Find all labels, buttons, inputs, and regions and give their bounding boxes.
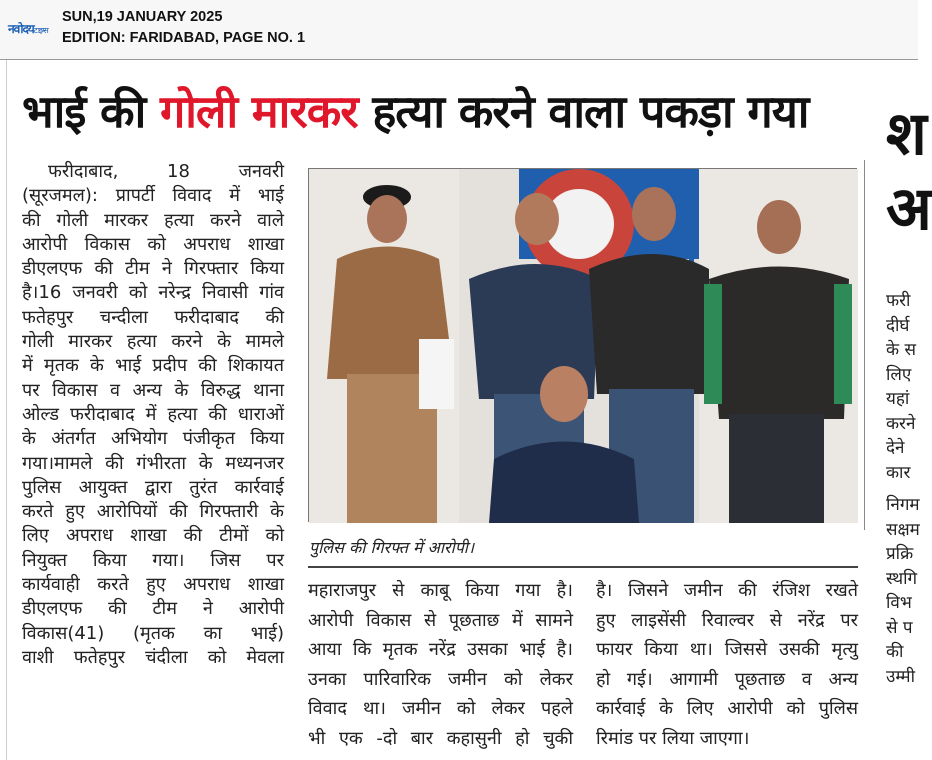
- article-line: करते हुए आरोपियों की गिरफ्तारी के: [22, 501, 284, 523]
- article-line: पुलिस आयुक्त द्वारा तुरंत कार्रवाई: [22, 476, 284, 498]
- adjacent-article-line: देने: [886, 438, 905, 458]
- article-line: फायर किया था। जिससे उसकी मृत्यु: [596, 639, 858, 660]
- article-line: आरोपी विकास को अपराध शाखा: [22, 233, 284, 255]
- article-line: महाराजपुर से काबू किया गया है।: [308, 580, 573, 601]
- article-line: आया कि मृतक नरेंद्र उसका भाई है।: [308, 639, 573, 660]
- edition-header: [0, 0, 918, 60]
- article-line: रिमांड पर लिया जाएगा।: [596, 727, 750, 749]
- article-line: आरोपी विकास से पूछताछ में सामने: [308, 609, 573, 631]
- article-line: गया।मामले की गंभीरता के मध्यनजर: [22, 452, 284, 474]
- adjacent-article-line: से प: [886, 617, 913, 638]
- adjacent-article-line: कार: [886, 462, 911, 483]
- article-line: पर विकास व अन्य के विरुद्ध थाना: [22, 379, 284, 401]
- newspaper-logo: नवोदयटाइम्स: [8, 22, 48, 36]
- adjacent-article-line: की: [886, 642, 904, 662]
- article-line: है। जिसने जमीन की रंजिश रखते: [596, 580, 858, 601]
- page-edge: [6, 60, 7, 760]
- article-column-1: [22, 160, 284, 670]
- adjacent-article-line: विभ: [886, 593, 912, 613]
- article-line: डीएलएफ की टीम ने आरोपी: [22, 598, 284, 620]
- adjacent-article-line: यहां: [886, 389, 910, 409]
- article-line: डीएलएफ की टीम ने गिरफ्तार किया: [22, 258, 284, 280]
- adjacent-article-line: उम्मी: [886, 666, 915, 687]
- article-line: लिए अपराध शाखा की टीमों को: [22, 525, 284, 547]
- article-headline: भाई की गोली मारकर हत्या करने वाला पकड़ा गया: [22, 85, 809, 138]
- article-line: फरीदाबाद, 18 जनवरी: [48, 161, 284, 182]
- adjacent-article-line: लिए: [886, 364, 912, 385]
- article-column-3: [596, 576, 858, 753]
- article-photo: [308, 168, 857, 522]
- article-line: गोली मारकर हत्या करने के मामले: [22, 331, 284, 353]
- edition-info: EDITION: FARIDABAD, PAGE NO. 1: [62, 30, 306, 46]
- photo-caption: पुलिस की गिरफ्त में आरोपी।: [309, 538, 475, 557]
- article-line: उनका पारिवारिक जमीन को लेकर: [308, 668, 573, 690]
- article-line: है।16 जनवरी को नरेन्द्र निवासी गांव: [22, 282, 284, 304]
- article-line: भी एक -दो बार कहासुनी हो चुकी: [308, 727, 573, 749]
- adjacent-article-line: स्थगि: [886, 568, 918, 589]
- article-line: में मृतक के भाई प्रदीप की शिकायत: [22, 355, 284, 377]
- article-line: (सूरजमल): प्रापर्टी विवाद में भाई: [22, 185, 284, 207]
- article-line: नियुक्त किया गया। जिस पर: [22, 549, 284, 571]
- adjacent-article: [876, 60, 932, 760]
- adjacent-article-line: के स: [886, 340, 916, 360]
- caption-divider: [308, 566, 858, 568]
- adjacent-article-line: निगम: [886, 495, 920, 515]
- article-line: की गोली मारकर हत्या करने वाले: [22, 209, 284, 231]
- article-line: विवाद था। जमीन को लेकर पहले: [308, 698, 573, 719]
- article-line: ओल्ड फरीदाबाद में हत्या की धाराओं: [22, 403, 284, 425]
- adjacent-article-line: करने: [886, 413, 916, 434]
- article-line: वाशी फतेहपुर चंदीला को मेवला: [22, 646, 284, 668]
- adjacent-article-line: फरी: [886, 291, 911, 311]
- adjacent-article-line: दीर्घ: [886, 315, 910, 336]
- article-line: हो गई। आगामी पूछताछ व अन्य: [596, 668, 858, 690]
- article-line: फतेहपुर चन्दीला फरीदाबाद की: [22, 306, 284, 328]
- adjacent-headline-1: श: [886, 99, 927, 169]
- article-line: हुए लाइसेंसी रिवाल्वर से नरेंद्र पर: [596, 609, 858, 631]
- article-line: के अंतर्गत अभियोग पंजीकृत किया: [22, 428, 284, 450]
- column-divider: [864, 160, 865, 530]
- adjacent-article-line: प्रक्रि: [886, 544, 914, 564]
- article-line: विकास(41) (मृतक का भाई): [22, 622, 284, 644]
- article-line: कार्रवाई के लिए आरोपी को पुलिस: [596, 698, 858, 719]
- article-column-2: [308, 576, 573, 753]
- edition-date: SUN,19 JANUARY 2025: [62, 9, 223, 25]
- adjacent-article-line: सक्षम: [886, 519, 920, 540]
- adjacent-headline-2: अ: [886, 174, 932, 244]
- article-line: कार्यवाही करते हुए अपराध शाखा: [22, 574, 284, 596]
